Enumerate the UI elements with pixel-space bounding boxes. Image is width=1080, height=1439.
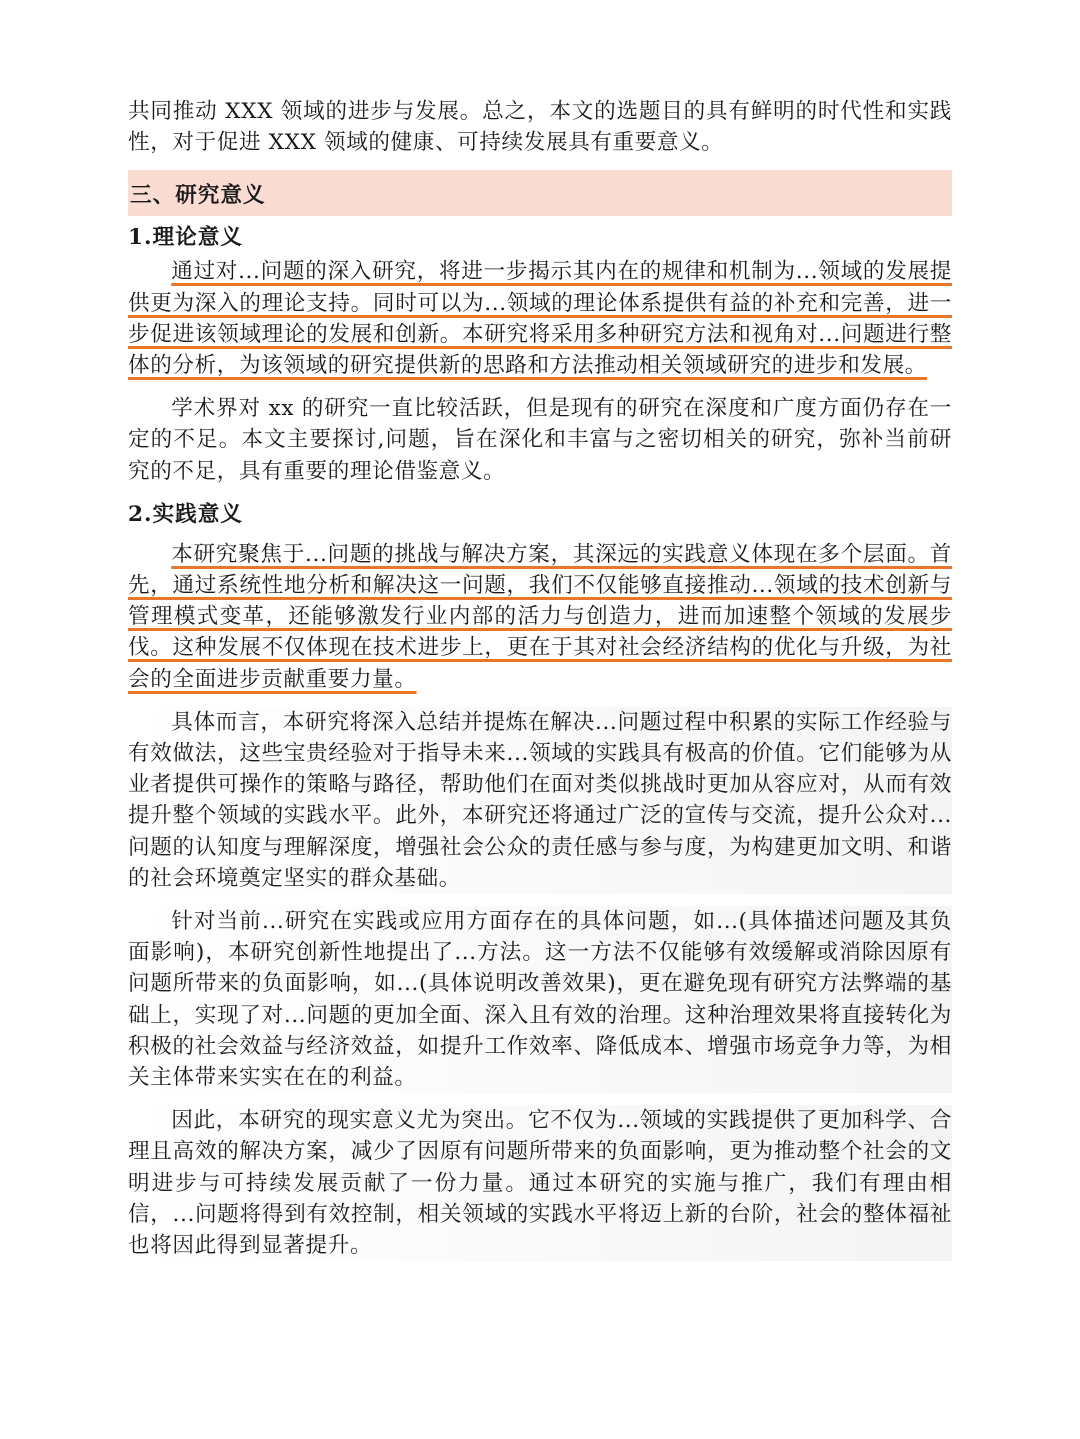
practice-paragraph-3: 针对当前...研究在实践或应用方面存在的具体问题，如...(具体描述问题及其负面影响)，本研究创新性地提出了...方法。这一方法不仅能够有效缓解或消除因原有问题所带来的负面影响，如...(具体说明改善效果)，更在避免现有研究方法弊端的基础上，实现了对...问题的更加全面、深入且有效的治理。这种治理效果将直接转化为积极的社会效益与经济效益，如提升工作效率、降低成本、增强市场竞争力等，为相关主体带来实实在在的利益。 [128, 906, 952, 1093]
theory-paragraph-1 [128, 256, 952, 381]
theory-paragraph-1-text: 通过对...问题的深入研究，将进一步揭示其内在的规律和机制为...领域的发展提供更为深入的理论支持。同时可以为...领域的理论体系提供有益的补充和完善，进一步促进该领域理论的发展和创新。本研究将采用多种研究方法和视角对...问题进行整体的分析，为该领域的研究提供新的思路和方法推动相关领域研究的进步和发展。 [128, 259, 952, 379]
document-page [128, 96, 952, 1261]
practice-paragraph-1 [128, 539, 952, 695]
section-heading: 三、研究意义 [130, 182, 266, 208]
practice-paragraph-2: 具体而言，本研究将深入总结并提炼在解决...问题过程中积累的实际工作经验与有效做法，这些宝贵经验对于指导未来...领域的实践具有极高的价值。它们能够为从业者提供可操作的策略与路径，帮助他们在面对类似挑战时更加从容应对，从而有效提升整个领域的实践水平。此外，本研究还将通过广泛的宣传与交流，提升公众对...问题的认知度与理解深度，增强社会公众的责任感与参与度，为构建更加文明、和谐的社会环境奠定坚实的群众基础。 [128, 707, 952, 894]
theory-paragraph-2: 学术界对 xx 的研究一直比较活跃，但是现有的研究在深度和广度方面仍存在一定的不足。本文主要探讨,问题，旨在深化和丰富与之密切相关的研究，弥补当前研究的不足，具有重要的理论借鉴意义。 [128, 396, 952, 484]
intro-paragraph: 共同推动 XXX 领域的进步与发展。总之，本文的选题目的具有鲜明的时代性和实践性，对于促进 XXX 领域的健康、可持续发展具有重要意义。 [128, 99, 952, 156]
practice-paragraph-1-text: 本研究聚焦于...问题的挑战与解决方案，其深远的实践意义体现在多个层面。首先，通过系统性地分析和解决这一问题，我们不仅能够直接推动...领域的技术创新与管理模式变革，还能够激发行业内部的活力与创造力，进而加速整个领域的发展步伐。这种发展不仅体现在技术进步上，更在于其对社会经济结构的优化与升级，为社会的全面进步贡献重要力量。 [128, 541, 952, 692]
theory-heading: 1.理论意义 [128, 225, 243, 251]
practice-paragraph-4: 因此，本研究的现实意义尤为突出。它不仅为...领域的实践提供了更加科学、合理且高效的解决方案，减少了因原有问题所带来的负面影响，更为推动整个社会的文明进步与可持续发展贡献了一份力量。通过本研究的实施与推广，我们有理由相信，...问题将得到有效控制，相关领域的实践水平将迈上新的台阶，社会的整体福祉也将因此得到显著提升。 [128, 1105, 952, 1261]
section-heading-bar [128, 170, 952, 216]
practice-heading: 2.实践意义 [128, 501, 243, 527]
